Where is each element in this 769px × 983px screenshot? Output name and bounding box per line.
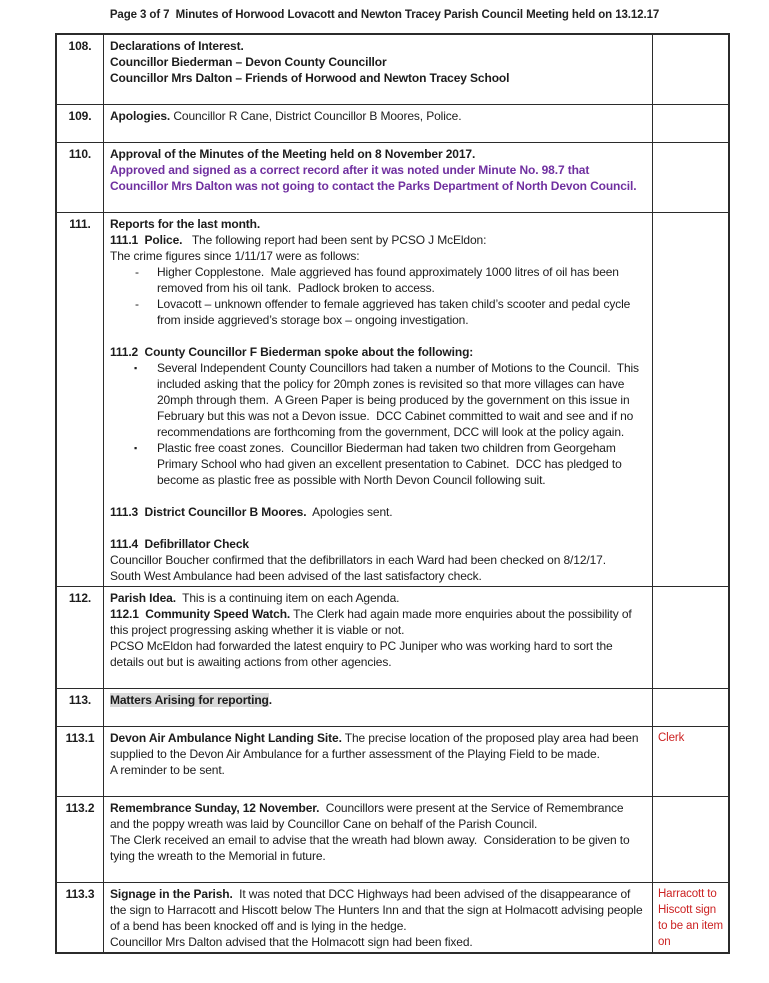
- minute-paragraph: [110, 536, 646, 552]
- action-note: Harracott to Hiscott sign to be an item on: [658, 888, 727, 948]
- blank-line: [110, 86, 646, 102]
- text-run: 111.2 County Councillor F Biederman spoke about the following:: [110, 345, 474, 359]
- dash-bullet-marker: -: [135, 265, 139, 279]
- text-run: Parish Idea.: [110, 591, 176, 605]
- text-run: Councillor Boucher confirmed that the defibrillators in each Ward had been checked on 8/12/17.: [110, 553, 606, 567]
- minute-number: 113.3: [56, 883, 104, 954]
- square-bullet-marker: ▪: [134, 443, 138, 453]
- text-run: Councillors were present at the Service of Remembrance and the poppy wreath was laid by Councillor Cane on behalf of the Parish Council.: [110, 801, 627, 831]
- blank-line: [110, 194, 646, 210]
- text-run: Councillor R Cane, District Councillor B Moores, Police.: [170, 109, 462, 123]
- blank-line: [110, 124, 646, 140]
- minute-paragraph: [110, 886, 646, 934]
- text-run: The Clerk had again made more enquiries about the possibility of this project progressing asking whether it is viable or not.: [110, 607, 635, 637]
- text-run: 111.1 Police.: [110, 233, 183, 247]
- minute-paragraph: [110, 762, 646, 778]
- action-cell: [653, 883, 730, 954]
- minute-content: [104, 797, 653, 883]
- action-cell: [653, 689, 730, 727]
- table-row: [56, 797, 729, 883]
- minute-content: [104, 34, 653, 105]
- minute-paragraph: [110, 552, 646, 568]
- text-run: PCSO McEldon had forwarded the latest enquiry to PC Juniper who was working hard to sort the details out but is awaiting actions from other agencies.: [110, 639, 616, 669]
- minute-paragraph: [110, 54, 646, 70]
- text-run: .: [268, 693, 272, 707]
- bullet-text: [157, 297, 633, 327]
- dash-bullet-marker: -: [135, 297, 139, 311]
- minute-content: [104, 143, 653, 213]
- minute-paragraph: [110, 832, 646, 864]
- table-row: [56, 143, 729, 213]
- text-run: Apologies.: [110, 109, 171, 123]
- text-run: This is a continuing item on each Agenda.: [175, 591, 400, 605]
- text-run: Signage in the Parish.: [110, 887, 233, 901]
- text-run: 111.3 District Councillor B Moores.: [110, 505, 307, 519]
- table-row: [56, 689, 729, 727]
- minute-content: [104, 689, 653, 727]
- action-note: Clerk: [658, 732, 685, 744]
- action-cell: [653, 727, 730, 797]
- minute-paragraph: [110, 232, 646, 248]
- minute-paragraph: [110, 800, 646, 832]
- text-run: Several Independent County Councillors had taken a number of Motions to the Council. This included asking that the policy for 20mph zones is revisited so that more villages can have 20mph through them. A Green Paper is being produced by the government on this issue in February but this was not a Devon issue. DCC Cabinet committed to wait and see and if no recommendations are forthcoming from the government, DCC will look at the policy again.: [157, 361, 643, 439]
- text-run: 111.4 Defibrillator Check: [110, 537, 249, 551]
- action-cell: [653, 143, 730, 213]
- minute-paragraph: [110, 934, 646, 950]
- minute-paragraph: [110, 730, 646, 762]
- square-bullet-marker: ▪: [134, 363, 138, 373]
- blank-line: [110, 864, 646, 880]
- bullet-item: [110, 264, 646, 296]
- bullet-text: [157, 361, 642, 439]
- minute-number: 113.2: [56, 797, 104, 883]
- action-cell: [653, 105, 730, 143]
- minute-paragraph: [110, 146, 646, 162]
- text-run: South West Ambulance had been advised of the last satisfactory check.: [110, 569, 482, 583]
- text-run: Approved and signed as a correct record after it was noted under Minute No. 98.7 that Councillor Mrs Dalton was not going to contact the Parks Department of North Devon Council.: [110, 163, 637, 193]
- text-run: Councillor Mrs Dalton advised that the Holmacott sign had been fixed.: [110, 935, 473, 949]
- text-run: The crime figures since 1/11/17 were as follows:: [110, 249, 360, 263]
- minute-paragraph: [110, 38, 646, 54]
- action-cell: [653, 213, 730, 587]
- text-run: Declarations of Interest.: [110, 39, 244, 53]
- text-run: Lovacott – unknown offender to female aggrieved has taken child’s scooter and pedal cycle from inside aggrieved’s storage box – ongoing investigation.: [157, 297, 634, 327]
- blank-line: [110, 520, 646, 536]
- minute-paragraph: [110, 590, 646, 606]
- minute-paragraph: [110, 108, 646, 124]
- minute-number: 111.: [56, 213, 104, 587]
- table-row: [56, 213, 729, 587]
- minute-paragraph: [110, 504, 646, 520]
- text-run: Remembrance Sunday, 12 November.: [110, 801, 320, 815]
- blank-line: [110, 778, 646, 794]
- text-run: Approval of the Minutes of the Meeting held on 8 November 2017.: [110, 147, 476, 161]
- bullet-text: [157, 441, 625, 487]
- bullet-item: [110, 440, 646, 488]
- table-row: [56, 727, 729, 797]
- text-run: Apologies sent.: [306, 505, 393, 519]
- minute-number: 112.: [56, 587, 104, 689]
- text-run: Devon Air Ambulance Night Landing Site.: [110, 731, 342, 745]
- table-row: [56, 105, 729, 143]
- text-run: The precise location of the proposed play area had been supplied to the Devon Air Ambulance for a further assessment of the Playing Field to be made.: [110, 731, 642, 761]
- text-run: Reports for the last month.: [110, 217, 261, 231]
- text-run: 112.1 Community Speed Watch.: [110, 607, 291, 621]
- page-header: Page 3 of 7 Minutes of Horwood Lovacott and Newton Tracey Parish Council Meeting held on 13.12.17: [109, 9, 660, 21]
- minute-paragraph: [110, 162, 646, 194]
- text-run: The Clerk received an email to advise that the wreath had blown away. Consideration to be given to tying the wreath to the Memorial in future.: [110, 833, 633, 863]
- minute-number: 109.: [56, 105, 104, 143]
- minute-paragraph: [110, 568, 646, 584]
- table-row: [56, 883, 729, 954]
- minute-paragraph: [110, 216, 646, 232]
- minute-content: [104, 587, 653, 689]
- minute-number: 108.: [56, 34, 104, 105]
- minutes-table-body: [56, 34, 729, 953]
- text-run: Matters Arising for reporting: [110, 693, 269, 707]
- minute-paragraph: [110, 344, 646, 360]
- bullet-item: [110, 296, 646, 328]
- blank-line: [110, 670, 646, 686]
- action-cell: [653, 797, 730, 883]
- text-run: The following report had been sent by PCSO J McEldon:: [182, 233, 487, 247]
- blank-line: [110, 488, 646, 504]
- minute-paragraph: [110, 638, 646, 670]
- minute-content: [104, 213, 653, 587]
- bullet-item: [110, 360, 646, 440]
- minutes-table: [55, 33, 730, 954]
- text-run: Councillor Biederman – Devon County Councillor: [110, 55, 387, 69]
- minute-content: [104, 105, 653, 143]
- minute-paragraph: [110, 692, 646, 708]
- minute-paragraph: [110, 606, 646, 638]
- table-row: [56, 587, 729, 689]
- minute-content: [104, 883, 653, 954]
- text-run: A reminder to be sent.: [110, 763, 225, 777]
- minute-number: 113.: [56, 689, 104, 727]
- minute-number: 113.1: [56, 727, 104, 797]
- table-row: [56, 34, 729, 105]
- action-cell: [653, 587, 730, 689]
- blank-line: [110, 708, 646, 724]
- text-run: Higher Copplestone. Male aggrieved has found approximately 1000 litres of oil has been removed from his oil tank. Padlock broken to access.: [157, 265, 623, 295]
- bullet-text: [157, 265, 622, 295]
- text-run: Councillor Mrs Dalton – Friends of Horwood and Newton Tracey School: [110, 71, 510, 85]
- blank-line: [110, 328, 646, 344]
- minute-content: [104, 727, 653, 797]
- minute-paragraph: [110, 70, 646, 86]
- minute-number: 110.: [56, 143, 104, 213]
- document-page: [0, 9, 769, 983]
- minute-paragraph: [110, 248, 646, 264]
- action-cell: [653, 34, 730, 105]
- text-run: Plastic free coast zones. Councillor Biederman had taken two children from Georgeham Primary School who had given an excellent presentation to Cabinet. DCC has pledged to become as plastic free as possible with North Devon Council following suit.: [157, 441, 625, 487]
- text-run: It was noted that DCC Highways had been advised of the disappearance of the sign to Harracott and Hiscott below The Hunters Inn and that the sign at Holmacott advising people of a bend has been knocked off and is lying in the hedge.: [110, 887, 646, 933]
